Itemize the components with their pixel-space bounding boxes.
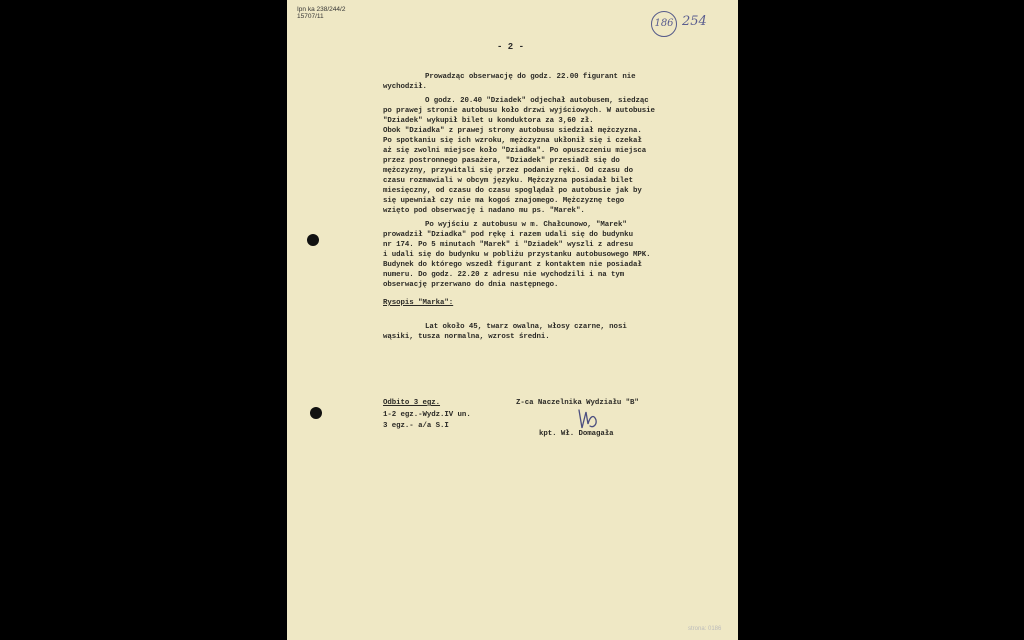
text-line: "Dziadek" wykupił bilet u konduktora za 3,60 zł. <box>383 117 594 125</box>
text-line: Lat około 45, twarz owalna, włosy czarne, nosi <box>425 323 627 331</box>
archive-ref-line: Ipn ka 238/244/2 <box>297 6 346 13</box>
text-line: Po wyjściu z autobusu w m. Chałcunowo, "Marek" <box>425 221 627 229</box>
text-line: wychodził. <box>383 83 427 91</box>
text-line: wzięto pod obserwację i nadano mu ps. "Marek". <box>383 207 585 215</box>
text-line: wąsiki, tusza normalna, wzrost średni. <box>383 333 550 341</box>
text-line: mężczyzny, przywitali się przez podanie ręki. Od czasu do <box>383 167 633 175</box>
signature-title: Z-ca Naczelnika Wydziału "B" <box>516 399 639 407</box>
text-line: czasu rozmawiali w obcym języku. Mężczyzna posiadał bilet <box>383 177 633 185</box>
archive-ref-line: 15707/11 <box>297 13 324 20</box>
distribution-heading: Odbito 3 egz. <box>383 399 441 407</box>
text-line: Po spotkaniu się ich wzroku, mężczyzna ukłonił się i czekał <box>383 137 642 145</box>
text-line: po prawej stronie autobusu koło drzwi wyjściowych. W autobusie <box>383 107 655 115</box>
text-line: Obok "Dziadka" z prawej strony autobusu siedział mężczyzna. <box>383 127 642 135</box>
text-line: Prowadząc obserwację do godz. 22.00 figurant nie <box>425 73 636 81</box>
handwritten-circled-number: 186 <box>651 11 677 37</box>
text-line: aż się zwolni miejsce koło "Dziadka". Po opuszczeniu miejsca <box>383 147 647 155</box>
handwritten-page-number: 254 <box>682 14 707 29</box>
text-line: i udali się do budynku w pobliżu przystanku autobusowego MPK. <box>383 251 651 259</box>
punch-hole <box>310 407 322 419</box>
distribution-line: 1-2 egz.-Wydz.IV un. <box>383 411 471 419</box>
distribution-line: 3 egz.- a/a S.I <box>383 422 449 430</box>
handwritten-signature <box>576 406 600 434</box>
rysopis-heading: Rysopis "Marka": <box>383 299 454 307</box>
page-number: - 2 - <box>497 42 525 52</box>
text-line: numeru. Do godz. 22.20 z adresu nie wychodzili i na tym <box>383 271 625 279</box>
text-line: Budynek do którego wszedł figurant z kontaktem nie posiadał <box>383 261 642 269</box>
signature-name: kpt. Wł. Domagała <box>539 430 614 438</box>
document-page <box>287 0 738 640</box>
text-line: się upewniał czy nie ma kogoś znajomego. Mężczyznę tego <box>383 197 625 205</box>
page-counter: strona: 0186 <box>688 626 722 632</box>
text-line: obserwację przerwano do dnia następnego. <box>383 281 559 289</box>
text-line: O godz. 20.40 "Dziadek" odjechał autobusem, siedząc <box>425 97 649 105</box>
archive-reference <box>297 6 345 20</box>
punch-hole <box>307 234 319 246</box>
text-line: miesięczny, od czasu do czasu spoglądał po autobusie jak by <box>383 187 642 195</box>
text-line: prowadził "Dziadka" pod rękę i razem udali się do budynku <box>383 231 633 239</box>
text-line: nr 174. Po 5 minutach "Marek" i "Dziadek" wyszli z adresu <box>383 241 633 249</box>
text-line: przez postronnego pasażera, "Dziadek" przesiadł się do <box>383 157 620 165</box>
